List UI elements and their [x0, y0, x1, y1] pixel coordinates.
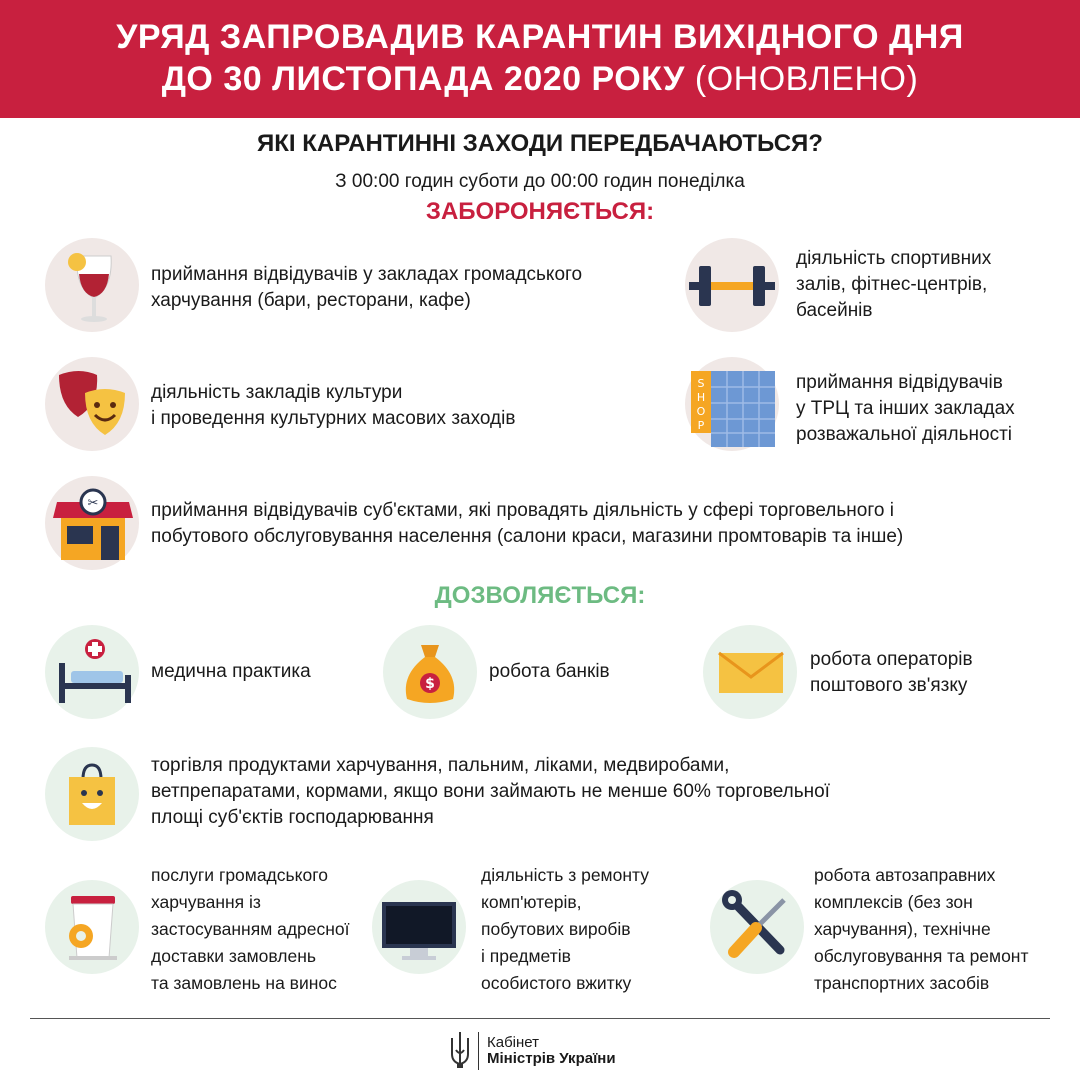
shopping-bag-icon [45, 747, 139, 841]
dollar-glyph: $ [425, 676, 435, 692]
footer-line-1: Кабінет [487, 1034, 540, 1051]
forbidden-item-1-text: приймання відвідувачів у закладах громадського харчування (бари, ресторани, кафе) [151, 264, 583, 311]
scissors-glyph: ✂ [87, 496, 99, 511]
forbidden-item-3-text: діяльність закладів культури і проведення культурних масових заходів [151, 382, 516, 429]
theatre-masks-icon [45, 357, 139, 451]
shop-building-icon [685, 357, 779, 451]
title-line-1: УРЯД ЗАПРОВАДИВ КАРАНТИН ВИХІДНОГО ДНЯ [116, 18, 964, 56]
wrench-screwdriver-icon [710, 880, 804, 974]
allowed-heading: ДОЗВОЛЯЄТЬСЯ: [434, 582, 646, 609]
trident-icon [448, 1030, 472, 1070]
shop-sign-letter-s: S [697, 377, 705, 390]
dumbbell-icon [685, 238, 779, 332]
forbidden-item-4-text: приймання відвідувачів у ТРЦ та інших закладах розважальної діяльності [796, 372, 1015, 445]
forbidden-item-2-text: діяльність спортивних залів, фітнес-центрів, басейнів [796, 248, 992, 321]
footer-separator [478, 1032, 479, 1070]
shop-sign-letter-o: O [696, 405, 706, 418]
allowed-item-6-text: діяльність з ремонту комп'ютерів, побутових виробів і предметів особистого вжитку [481, 865, 649, 993]
shop-sign-letter-p: P [697, 419, 705, 432]
storefront-scissors-icon [45, 476, 139, 570]
takeaway-cup-icon [45, 880, 139, 974]
allowed-item-4-text: торгівля продуктами харчування, пальним, ліками, медвиробами, ветпрепаратами, кормами, якщо вони займають не менше 60% торговельної площі суб'єктів господарювання [151, 755, 830, 828]
title-line-2-thin: (ОНОВЛЕНО) [694, 60, 919, 98]
allowed-item-2-text: робота банків [489, 661, 610, 682]
allowed-item-7-text: робота автозаправних комплексів (без зон харчування), технічне обслуговування та ремонт транспортних засобів [814, 865, 1029, 993]
computer-monitor-icon [372, 880, 466, 974]
hospital-bed-icon [45, 625, 139, 719]
forbidden-item-5-text: приймання відвідувачів суб'єктами, які провадять діяльність у сфері торговельного і побутового обслуговування населення (салони краси, магазини промтоварів та інше) [151, 500, 904, 547]
wine-glass-icon [45, 238, 139, 332]
footer-divider [30, 1018, 1050, 1019]
subtitle: З 00:00 годин суботи до 00:00 годин понеділка [335, 171, 745, 192]
title-line-2 [0, 60, 1080, 99]
title-line-2-bold: ДО 30 ЛИСТОПАДА 2020 РОКУ [161, 60, 685, 98]
envelope-icon [703, 625, 797, 719]
allowed-item-1-text: медична практика [151, 661, 311, 682]
money-bag-icon [383, 625, 477, 719]
allowed-item-3-text: робота операторів поштового зв'язку [810, 649, 973, 696]
question-heading: ЯКІ КАРАНТИННІ ЗАХОДИ ПЕРЕДБАЧАЮТЬСЯ? [257, 130, 823, 157]
allowed-item-5-text: послуги громадського харчування із застосуванням адресної доставки замовлень та замовлень на винос [151, 865, 350, 993]
footer-line-2: Міністрів України [487, 1050, 616, 1067]
header-banner [0, 0, 1080, 118]
forbidden-heading: ЗАБОРОНЯЄТЬСЯ: [425, 198, 655, 225]
shop-sign-letter-h: H [696, 391, 706, 404]
